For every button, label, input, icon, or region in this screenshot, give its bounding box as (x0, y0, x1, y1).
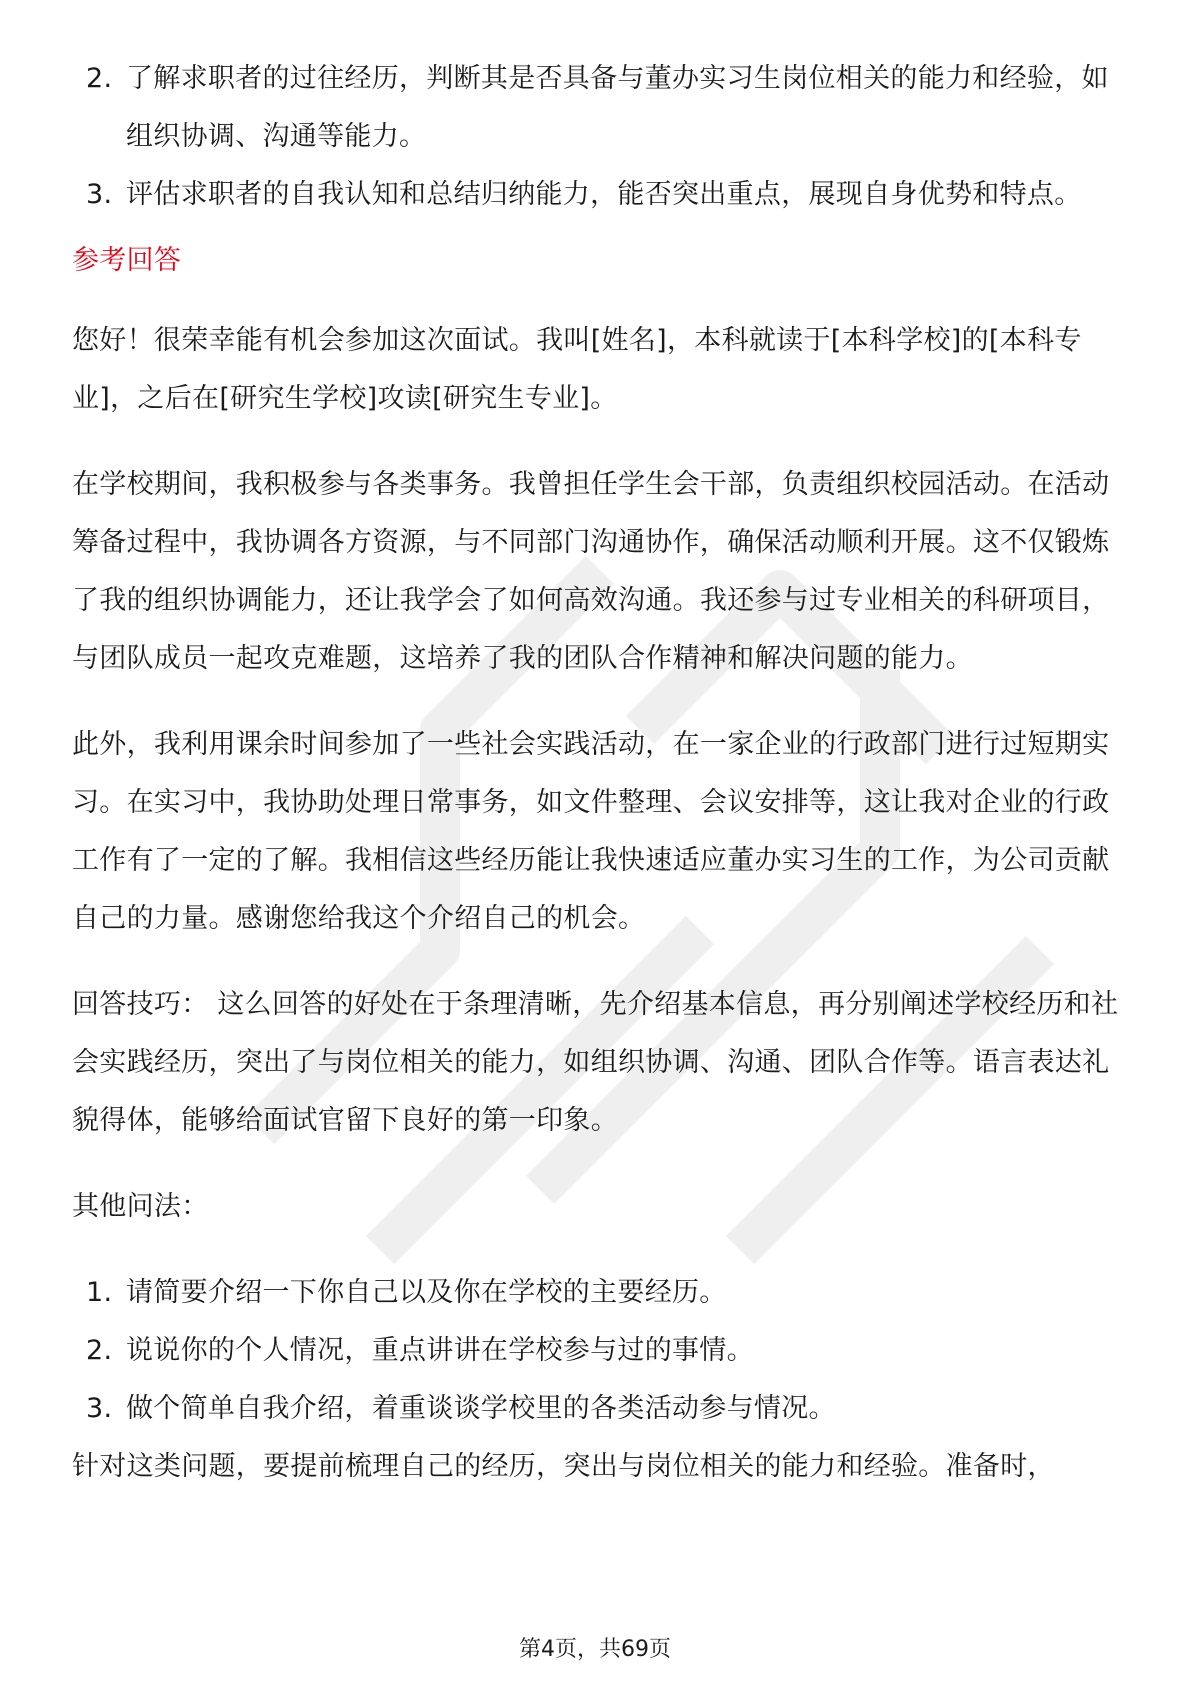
list-item-number: 3. (86, 179, 113, 210)
list-item-text: 请简要介绍一下你自己以及你在学校的主要经历。 (126, 1277, 727, 1308)
page-footer: 第4页，共69页 (519, 1637, 671, 1662)
list-item-number: 2. (86, 1335, 113, 1366)
list-item-text: 评估求职者的自我认知和总结归纳能力，能否突出重点，展现自身优势和特点。 (126, 179, 1082, 210)
list-item (72, 166, 1132, 224)
other-questions-label: 其他问法： (72, 1191, 209, 1222)
section-heading: 参考回答 (72, 245, 182, 276)
document-content (72, 50, 1132, 1524)
list-item-number: 1. (86, 1277, 113, 1308)
answer-paragraph: 您好！很荣幸能有机会参加这次面试。我叫[姓名]，本科就读于[本科学校]的[本科专业]，之后在[研究生学校]攻读[研究生专业]。 (72, 325, 1082, 414)
list-item-text: 做个简单自我介绍，着重谈谈学校里的各类活动参与情况。 (126, 1393, 836, 1424)
answer-paragraph: 在学校期间，我积极参与各类事务。我曾担任学生会干部，负责组织校园活动。在活动筹备过程中，我协调各方资源，与不同部门沟通协作，确保活动顺利开展。这不仅锻炼了我的组织协调能力，还让我学会了如何高效沟通。我还参与过专业相关的科研项目，与团队成员一起攻克难题，这培养了我的团队合作精神和解决问题的能力。 (72, 469, 1110, 674)
list-item (72, 1322, 1132, 1380)
top-numbered-list (72, 50, 1132, 224)
list-item (72, 1264, 1132, 1322)
answer-paragraph: 此外，我利用课余时间参加了一些社会实践活动，在一家企业的行政部门进行过短期实习。在实习中，我协助处理日常事务，如文件整理、会议安排等，这让我对企业的行政工作有了一定的了解。我相信这些经历能让我快速适应董办实习生的工作，为公司贡献自己的力量。感谢您给我这个介绍自己的机会。 (72, 729, 1110, 934)
bottom-numbered-list (72, 1264, 1132, 1438)
list-item-text: 了解求职者的过往经历，判断其是否具备与董办实习生岗位相关的能力和经验，如组织协调、沟通等能力。 (126, 63, 1109, 152)
tips-paragraph: 回答技巧： 这么回答的好处在于条理清晰，先介绍基本信息，再分别阐述学校经历和社会实践经历，突出了与岗位相关的能力，如组织协调、沟通、团队合作等。语言表达礼貌得体，能够给面试官留下良好的第一印象。 (72, 989, 1119, 1136)
closing-paragraph: 针对这类问题，要提前梳理自己的经历，突出与岗位相关的能力和经验。准备时， (72, 1451, 1055, 1482)
list-item (72, 50, 1132, 166)
list-item-text: 说说你的个人情况，重点讲讲在学校参与过的事情。 (126, 1335, 754, 1366)
list-item-number: 2. (86, 63, 113, 94)
list-item-number: 3. (86, 1393, 113, 1424)
list-item (72, 1380, 1132, 1438)
